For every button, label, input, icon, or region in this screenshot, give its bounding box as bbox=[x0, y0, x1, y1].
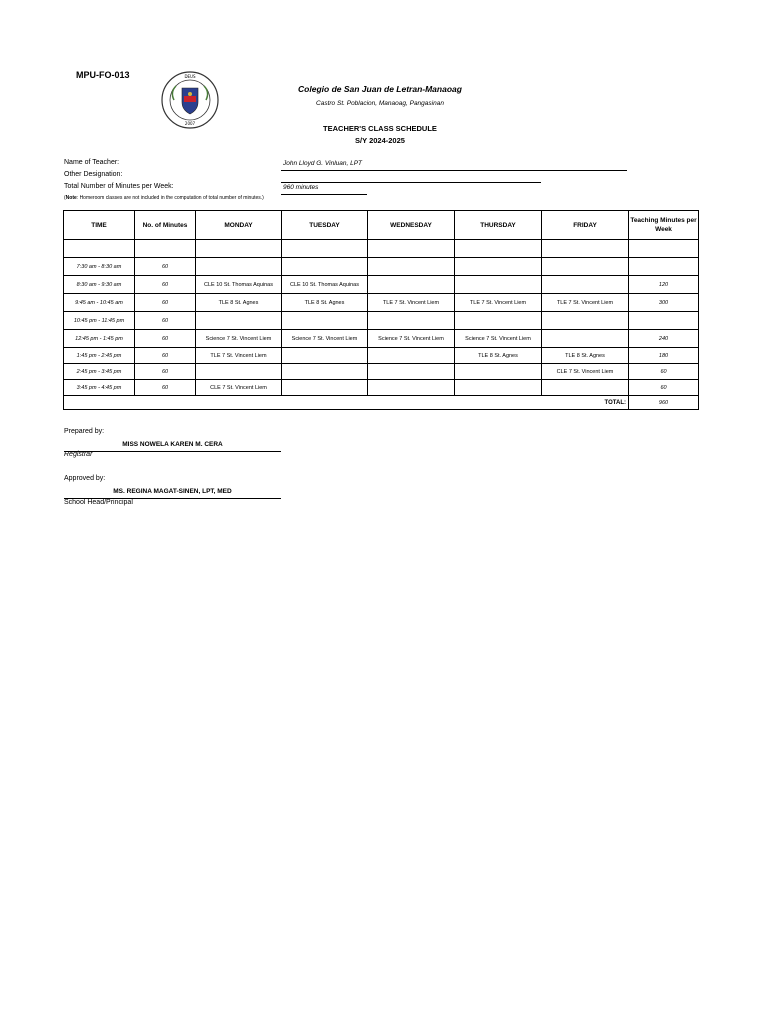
cell-thursday bbox=[455, 364, 542, 380]
cell-monday bbox=[196, 312, 282, 330]
minutes-underline bbox=[281, 194, 367, 195]
cell-monday: TLE 7 St. Vincent Liem bbox=[196, 348, 282, 364]
cell-week-total: 60 bbox=[629, 364, 699, 380]
cell-week-total bbox=[629, 258, 699, 276]
table-header-row bbox=[64, 211, 699, 240]
cell-minutes: 60 bbox=[135, 276, 196, 294]
cell-time: 8:30 am - 9:30 am bbox=[64, 276, 135, 294]
table-row bbox=[64, 258, 699, 276]
form-code: MPU-FO-013 bbox=[76, 70, 130, 80]
cell-friday: TLE 8 St. Agnes bbox=[542, 348, 629, 364]
cell-monday bbox=[196, 364, 282, 380]
cell-tuesday: CLE 10 St. Thomas Aquinas bbox=[282, 276, 368, 294]
table-row bbox=[64, 380, 699, 396]
cell-minutes: 60 bbox=[135, 258, 196, 276]
cell-thursday: TLE 7 St. Vincent Liem bbox=[455, 294, 542, 312]
header-minutes: No. of Minutes bbox=[135, 211, 196, 240]
table-blank-row bbox=[64, 240, 699, 258]
cell-friday bbox=[542, 258, 629, 276]
cell-minutes: 60 bbox=[135, 364, 196, 380]
table-row bbox=[64, 276, 699, 294]
cell-time: 10:45 pm - 11:45 pm bbox=[64, 312, 135, 330]
cell-friday: TLE 7 St. Vincent Liem bbox=[542, 294, 629, 312]
header-friday: FRIDAY bbox=[542, 211, 629, 240]
cell-thursday bbox=[455, 276, 542, 294]
cell-friday: CLE 7 St. Vincent Liem bbox=[542, 364, 629, 380]
cell-tuesday bbox=[282, 258, 368, 276]
approved-by-label: Approved by: bbox=[64, 475, 106, 482]
designation-label: Other Designation: bbox=[64, 171, 123, 178]
cell-wednesday bbox=[368, 258, 455, 276]
cell-minutes: 60 bbox=[135, 380, 196, 396]
teacher-value: John Lloyd G. Vinluan, LPT bbox=[283, 160, 363, 167]
cell-tuesday: Science 7 St. Vincent Liem bbox=[282, 330, 368, 348]
school-address: Castro St. Poblacion, Manaoag, Pangasinan bbox=[316, 100, 444, 107]
cell-time: 1:45 pm - 2:45 pm bbox=[64, 348, 135, 364]
minutes-label: Total Number of Minutes per Week: bbox=[64, 183, 174, 190]
cell-week-total: 240 bbox=[629, 330, 699, 348]
cell-thursday: TLE 8 St. Agnes bbox=[455, 348, 542, 364]
table-row bbox=[64, 330, 699, 348]
cell-tuesday bbox=[282, 312, 368, 330]
schedule-table bbox=[63, 210, 699, 410]
table-total-row bbox=[64, 396, 699, 410]
cell-week-total: 180 bbox=[629, 348, 699, 364]
cell-tuesday bbox=[282, 380, 368, 396]
cell-time: 12:45 pm - 1:45 pm bbox=[64, 330, 135, 348]
cell-week-total: 60 bbox=[629, 380, 699, 396]
designation-underline bbox=[281, 182, 541, 183]
cell-minutes: 60 bbox=[135, 294, 196, 312]
cell-friday bbox=[542, 312, 629, 330]
header-tuesday: TUESDAY bbox=[282, 211, 368, 240]
cell-minutes: 60 bbox=[135, 330, 196, 348]
cell-tuesday: TLE 8 St. Agnes bbox=[282, 294, 368, 312]
cell-time: 9:45 am - 10:45 am bbox=[64, 294, 135, 312]
teacher-label: Name of Teacher: bbox=[64, 159, 120, 166]
header-thursday: THURSDAY bbox=[455, 211, 542, 240]
cell-thursday bbox=[455, 380, 542, 396]
prepared-by-label: Prepared by: bbox=[64, 428, 105, 435]
cell-friday bbox=[542, 330, 629, 348]
total-value: 960 bbox=[629, 396, 699, 410]
cell-wednesday bbox=[368, 380, 455, 396]
svg-text:DEUS: DEUS bbox=[184, 74, 196, 79]
cell-wednesday bbox=[368, 276, 455, 294]
cell-thursday: Science 7 St. Vincent Liem bbox=[455, 330, 542, 348]
table-row bbox=[64, 294, 699, 312]
cell-monday: Science 7 St. Vincent Liem bbox=[196, 330, 282, 348]
cell-thursday bbox=[455, 312, 542, 330]
cell-wednesday bbox=[368, 348, 455, 364]
svg-text:2007: 2007 bbox=[184, 121, 196, 126]
cell-wednesday: Science 7 St. Vincent Liem bbox=[368, 330, 455, 348]
approved-by-role: School Head/Principal bbox=[64, 499, 133, 506]
note-bold: Note bbox=[65, 195, 77, 201]
cell-time: 3:45 pm - 4:45 pm bbox=[64, 380, 135, 396]
school-seal-logo bbox=[160, 70, 220, 130]
cell-monday: TLE 8 St. Agnes bbox=[196, 294, 282, 312]
cell-time: 7:30 am - 8:30 am bbox=[64, 258, 135, 276]
header-teaching-minutes: Teaching Minutes per Week bbox=[629, 211, 699, 240]
note-text: : Homeroom classes are not included in the computation of total number of minutes.) bbox=[76, 195, 264, 201]
cell-wednesday bbox=[368, 364, 455, 380]
table-row bbox=[64, 312, 699, 330]
cell-monday bbox=[196, 258, 282, 276]
cell-monday: CLE 10 St. Thomas Aquinas bbox=[196, 276, 282, 294]
cell-tuesday bbox=[282, 364, 368, 380]
cell-wednesday bbox=[368, 312, 455, 330]
header-wednesday: WEDNESDAY bbox=[368, 211, 455, 240]
table-row bbox=[64, 364, 699, 380]
cell-friday bbox=[542, 380, 629, 396]
cell-week-total: 300 bbox=[629, 294, 699, 312]
cell-minutes: 60 bbox=[135, 312, 196, 330]
cell-tuesday bbox=[282, 348, 368, 364]
cell-friday bbox=[542, 276, 629, 294]
school-year: S/Y 2024-2025 bbox=[355, 136, 405, 145]
table-row bbox=[64, 348, 699, 364]
document-title: TEACHER'S CLASS SCHEDULE bbox=[323, 124, 437, 133]
cell-week-total: 120 bbox=[629, 276, 699, 294]
prepared-by-signature-line bbox=[64, 451, 281, 452]
teacher-underline bbox=[281, 170, 627, 171]
total-label: TOTAL: bbox=[64, 396, 629, 410]
note: (Note: Homeroom classes are not included in the computation of total number of minutes.) bbox=[64, 195, 264, 201]
approved-by-name: MS. REGINA MAGAT-SINEN, LPT, MED bbox=[113, 488, 232, 495]
header-time: TIME bbox=[64, 211, 135, 240]
cell-thursday bbox=[455, 258, 542, 276]
prepared-by-name: MISS NOWELA KAREN M. CERA bbox=[122, 441, 223, 448]
cell-time: 2:45 pm - 3:45 pm bbox=[64, 364, 135, 380]
cell-wednesday: TLE 7 St. Vincent Liem bbox=[368, 294, 455, 312]
cell-minutes: 60 bbox=[135, 348, 196, 364]
header-monday: MONDAY bbox=[196, 211, 282, 240]
prepared-by-role: Registrar bbox=[64, 451, 93, 458]
minutes-value: 960 minutes bbox=[283, 184, 319, 191]
school-name: Colegio de San Juan de Letran-Manaoag bbox=[298, 84, 462, 94]
cell-monday: CLE 7 St. Vincent Liem bbox=[196, 380, 282, 396]
cell-week-total bbox=[629, 312, 699, 330]
